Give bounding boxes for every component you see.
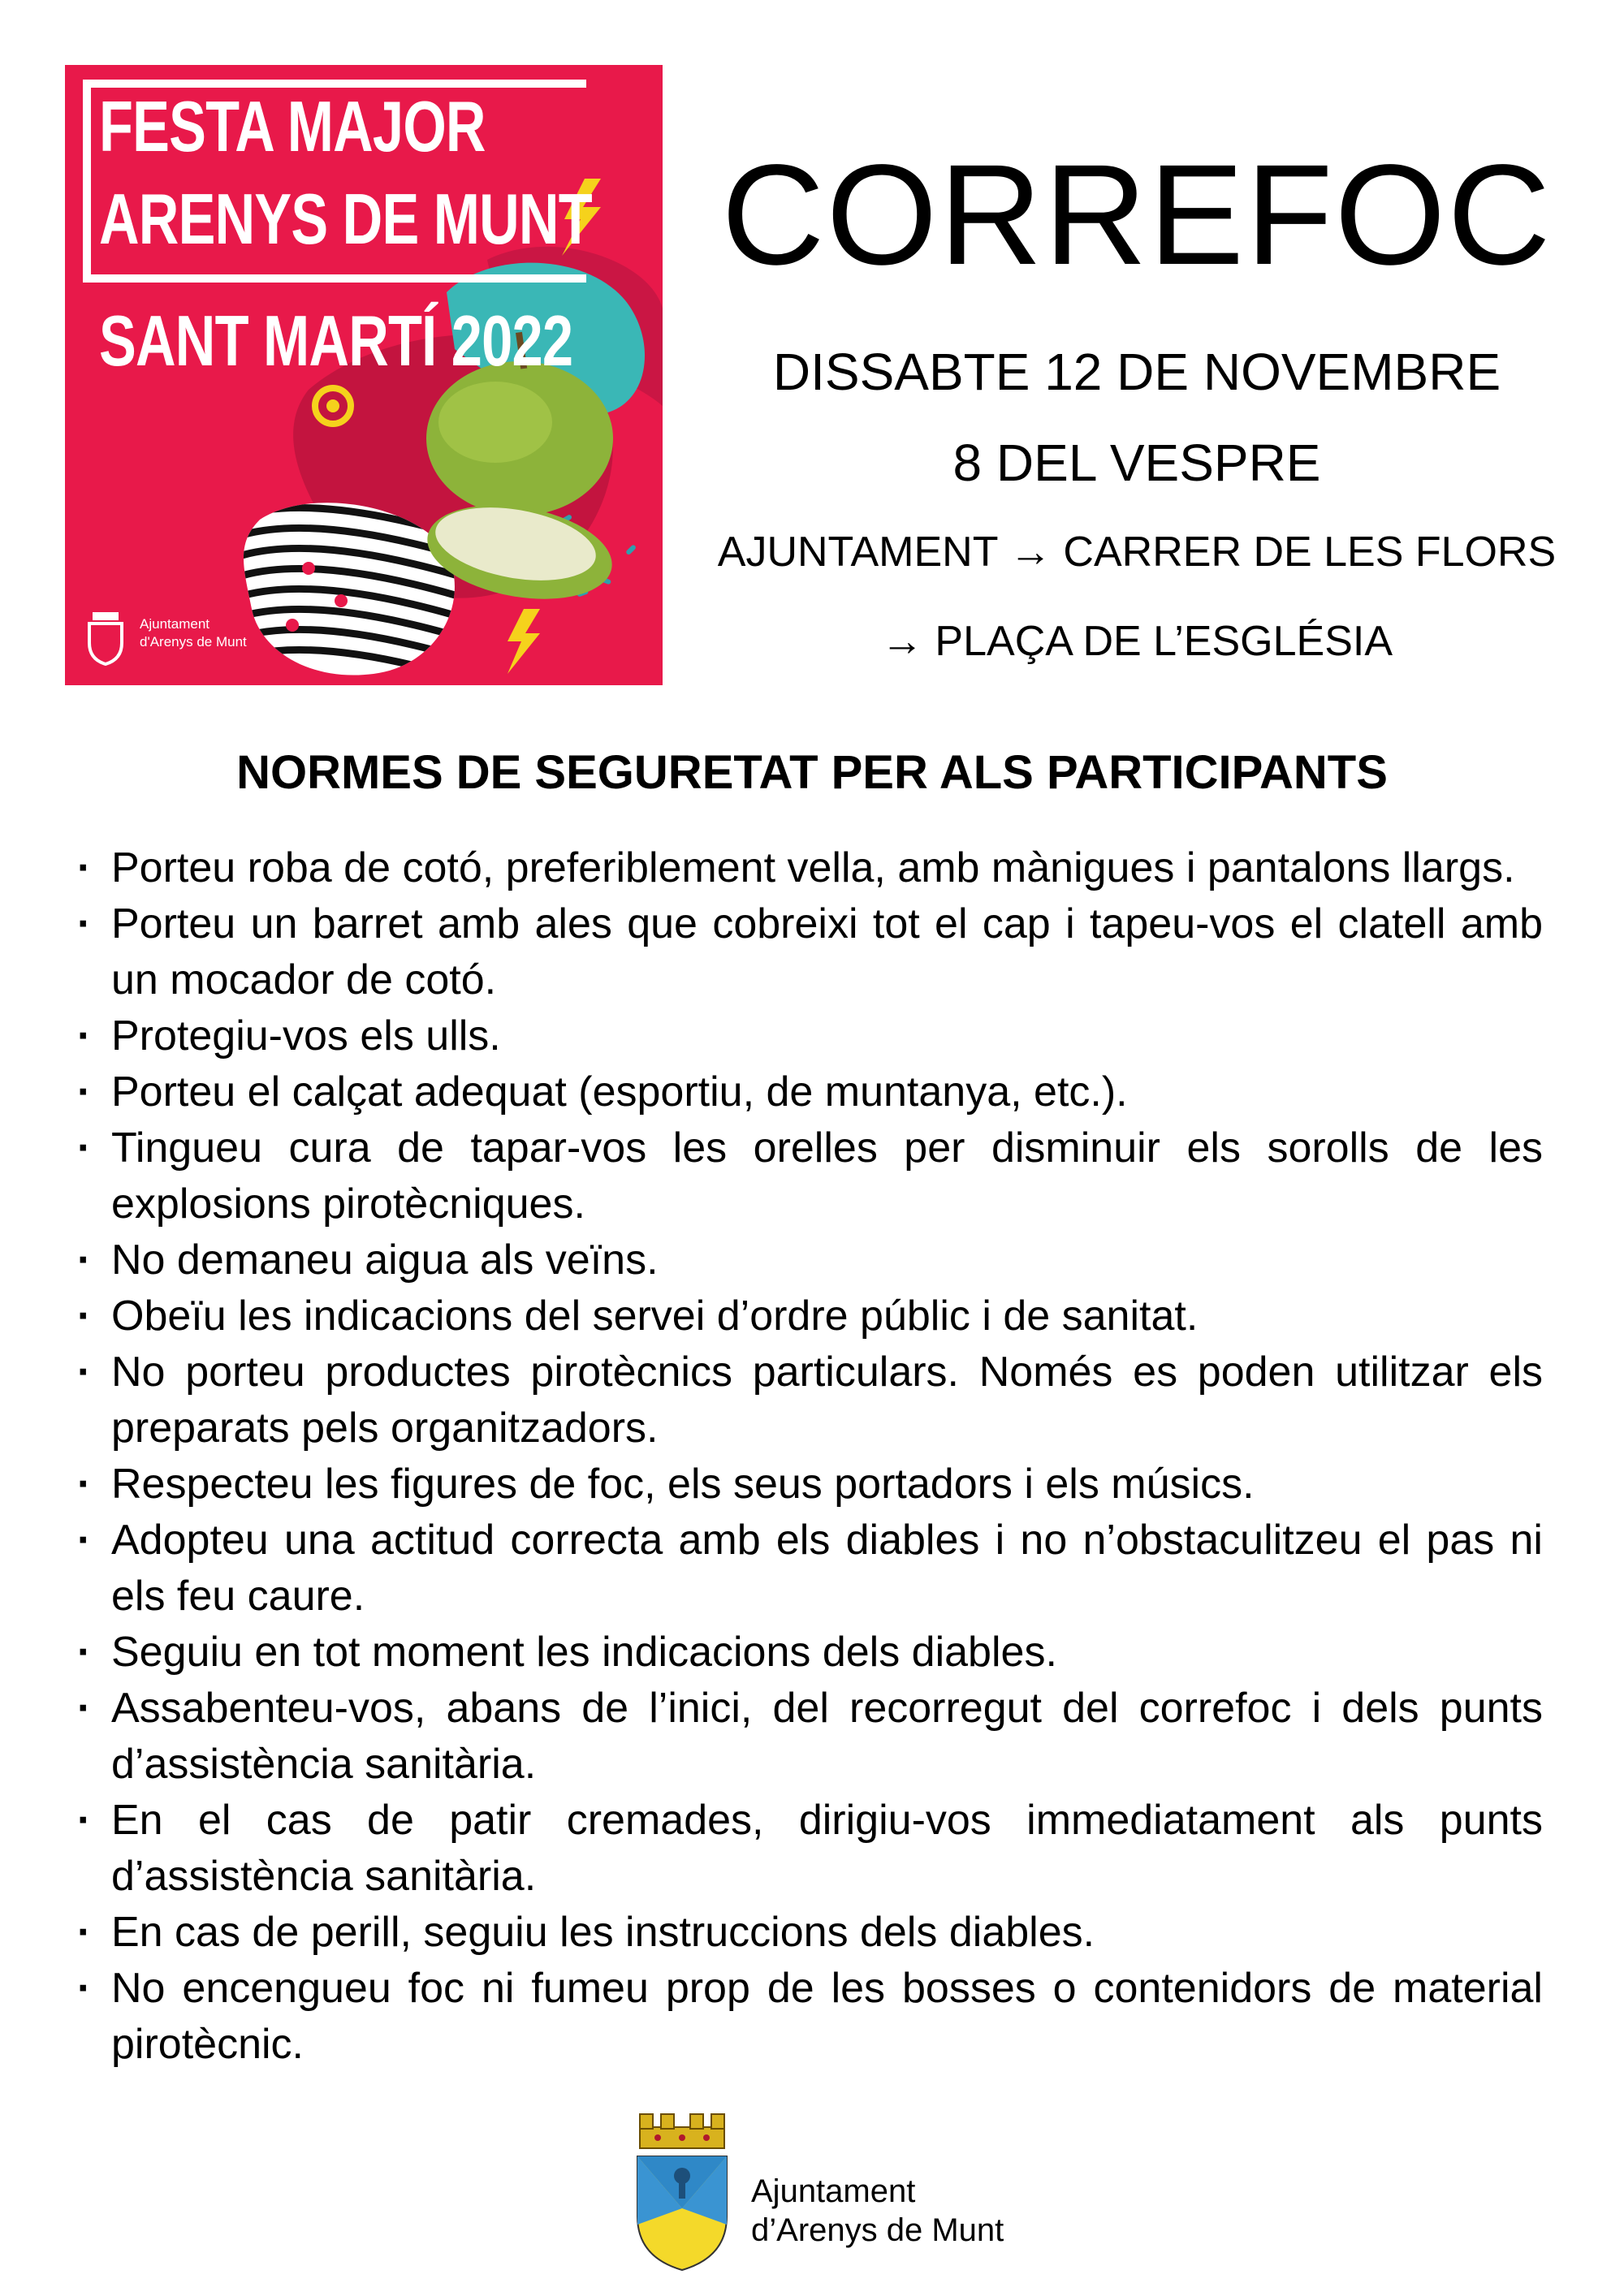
list-item: · No porteu productes pirotècnics particulars. Només es poden utilitzar els preparats pels organitzadors. [77, 1344, 1543, 1457]
festa-major-poster [65, 65, 663, 685]
list-item: · Adopteu una actitud correcta amb els diables i no n’obstaculitzeu el pas ni els feu caure. [77, 1513, 1543, 1625]
poster-logo-line1: Ajuntament [140, 616, 209, 632]
list-item: · Porteu el calçat adequat (esportiu, de muntanya, etc.). [77, 1064, 1543, 1120]
poster-title-line3: SANT MARTÍ 2022 [99, 300, 573, 381]
coat-of-arms-icon [625, 2111, 739, 2273]
event-title: CORREFOC [721, 136, 1553, 295]
list-item: · Seguiu en tot moment les indicacions dels diables. [77, 1625, 1543, 1681]
event-date: DISSABTE 12 DE NOVEMBRE [772, 343, 1501, 401]
list-item: · En el cas de patir cremades, dirigiu-vos immediatament als punts d’assistència sanitària. [77, 1793, 1543, 1905]
event-route-line2: → PLAÇA DE L’ESGLÉSIA [880, 618, 1393, 665]
safety-rules-list [77, 840, 1543, 2073]
rules-title: NORMES DE SEGURETAT PER ALS PARTICIPANTS [236, 746, 1388, 799]
list-item: · Respecteu les figures de foc, els seus portadors i els músics. [77, 1457, 1543, 1513]
poster-logo-line2: d'Arenys de Munt [140, 634, 247, 650]
list-item: · Porteu roba de cotó, preferiblement vella, amb mànigues i pantalons llargs. [77, 840, 1543, 896]
event-time: 8 DEL VESPRE [952, 434, 1321, 492]
list-item: · No encengueu foc ni fumeu prop de les bosses o contenidors de material pirotècnic. [77, 1961, 1543, 2073]
list-item: · Protegiu-vos els ulls. [77, 1008, 1543, 1064]
footer-logo-line1: Ajuntament [751, 2173, 916, 2209]
list-item: · Porteu un barret amb ales que cobreixi tot el cap i tapeu-vos el clatell amb un mocador de cotó. [77, 896, 1543, 1008]
coat-of-arms-icon [81, 609, 130, 666]
poster-municipal-logo [81, 609, 268, 666]
list-item: · Assabenteu-vos, abans de l’inici, del recorregut del correfoc i dels punts d’assistència sanitària. [77, 1681, 1543, 1793]
event-route-line1: AJUNTAMENT → CARRER DE LES FLORS [717, 529, 1557, 576]
list-item: · No demaneu aigua als veïns. [77, 1232, 1543, 1288]
poster-title-line2: ARENYS DE MUNT [99, 179, 592, 259]
list-item: · En cas de perill, seguiu les instruccions dels diables. [77, 1905, 1543, 1961]
footer-logo-line2: d’Arenys de Munt [751, 2212, 1004, 2248]
footer-municipal-logo [625, 2111, 1031, 2273]
list-item: · Tingueu cura de tapar-vos les orelles per disminuir els sorolls de les explosions pirotècniques. [77, 1120, 1543, 1232]
poster-title-line1: FESTA MAJOR [99, 86, 486, 166]
list-item: · Obeïu les indicacions del servei d’ordre públic i de sanitat. [77, 1288, 1543, 1344]
